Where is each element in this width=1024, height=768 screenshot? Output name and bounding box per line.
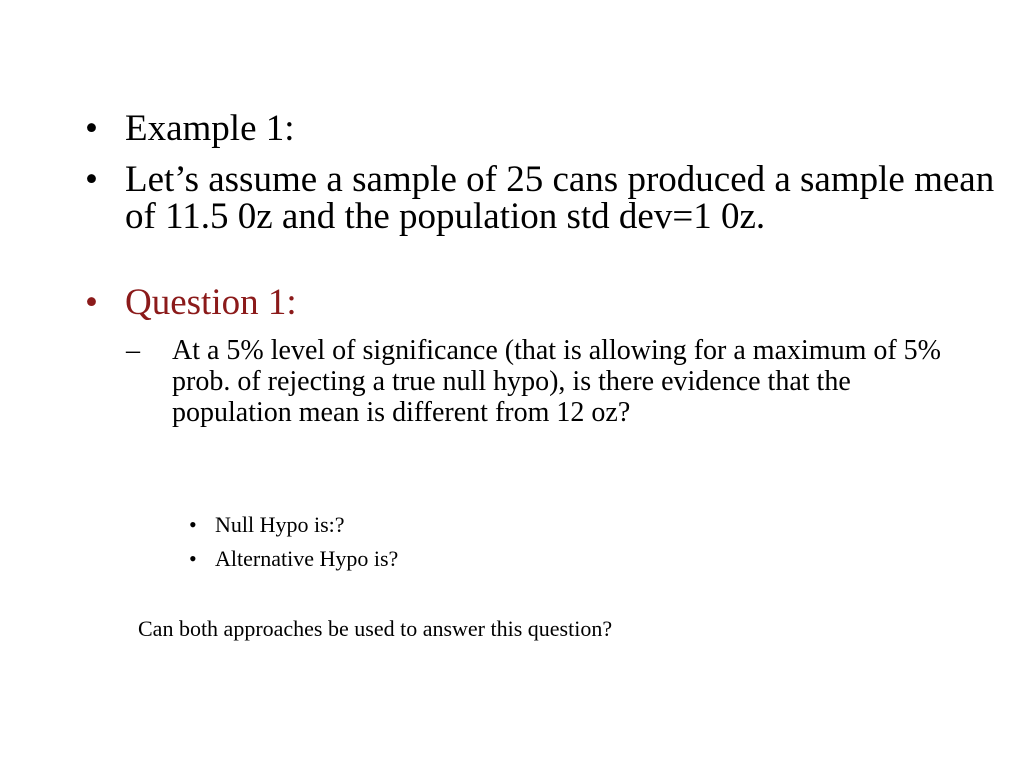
- closing-question: Can both approaches be used to answer this question?: [138, 616, 613, 641]
- question-heading: Question 1:: [125, 282, 297, 323]
- example-heading: Example 1:: [125, 108, 295, 149]
- dash-marker: –: [126, 335, 140, 366]
- sub-sub-item-null: [189, 513, 889, 537]
- bullet-marker: •: [85, 159, 98, 200]
- question-text: At a 5% level of significance (that is allowing for a maximum of 5% prob. of rejecting a true null hypo), is there evidence that the population mean is different from 12 oz?: [172, 335, 942, 428]
- null-hypo-text: Null Hypo is:?: [215, 512, 345, 537]
- bullet-marker: •: [85, 282, 98, 323]
- sub-sub-item-alternative: [189, 547, 889, 571]
- bullet-question-heading: [85, 284, 1005, 321]
- alt-hypo-text: Alternative Hypo is?: [215, 546, 399, 571]
- bullet-example-heading: [85, 110, 1005, 147]
- assumption-text: Let’s assume a sample of 25 cans produced a sample mean of 11.5 0z and the population std dev=1 0z.: [125, 159, 995, 237]
- bullet-marker: •: [189, 546, 197, 571]
- bullet-marker: •: [189, 512, 197, 537]
- bullet-marker: •: [85, 108, 98, 149]
- sub-item-question: [126, 335, 966, 428]
- bullet-assumption: [85, 161, 1005, 235]
